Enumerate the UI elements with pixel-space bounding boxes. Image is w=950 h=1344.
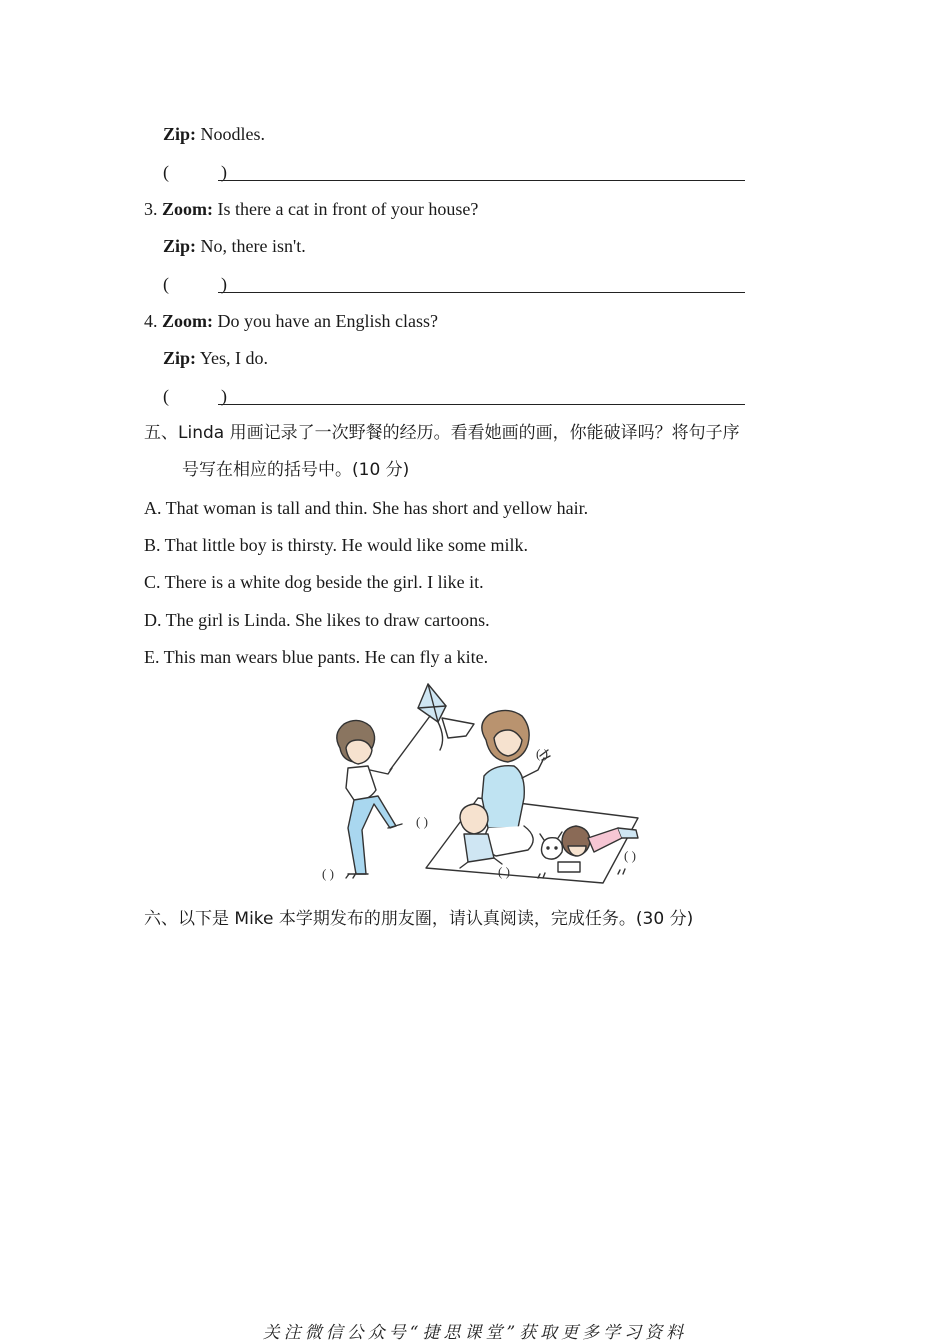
q4-answer-parens[interactable]: ( ) (163, 386, 227, 406)
kite-icon (418, 684, 446, 722)
blank-girl: ( ) (624, 848, 636, 863)
kite-boy (337, 720, 402, 874)
q2-answer-parens[interactable]: ( ) (163, 162, 227, 182)
zip-label: Zip: (163, 236, 197, 256)
picnic-illustration (318, 678, 663, 888)
q4-answer-blank[interactable] (218, 404, 745, 405)
question-number: 3. (144, 199, 158, 219)
zoom-question: Do you have an English class? (217, 311, 438, 331)
blank-woman: ( ) (536, 746, 548, 761)
section5-heading-line2: 号写在相应的括号中。(10 分) (182, 460, 410, 480)
option-d: D. The girl is Linda. She likes to draw cartoons. (144, 610, 490, 630)
zoom-label: Zoom: (162, 311, 213, 331)
zip-answer: Yes, I do. (199, 348, 269, 368)
blank-dog: ( ) (498, 864, 510, 879)
option-e: E. This man wears blue pants. He can fly a kite. (144, 647, 489, 667)
option-b: B. That little boy is thirsty. He would like some milk. (144, 535, 528, 555)
q4-zip-line (163, 347, 268, 369)
q3-zip-line (163, 235, 306, 257)
q4-zoom-line (144, 310, 438, 332)
zip-answer: Noodles. (200, 124, 266, 144)
footer-note: 关注微信公众号“捷思课堂”获取更多学习资料 (262, 1323, 688, 1343)
option-a: A. That woman is tall and thin. She has short and yellow hair. (144, 498, 589, 518)
zoom-question: Is there a cat in front of your house? (217, 199, 479, 219)
section6-heading: 六、以下是 Mike 本学期发布的朋友圈，请认真阅读，完成任务。(30 分) (144, 909, 694, 929)
zip-answer: No, there isn't. (200, 236, 306, 256)
section5-heading-line1: 五、Linda 用画记录了一次野餐的经历。看看她画的画，你能破译吗？将句子序 (144, 423, 740, 443)
zip-label: Zip: (163, 348, 197, 368)
blank-baby: ( ) (416, 814, 428, 829)
zip-label: Zip: (163, 124, 197, 144)
question-number: 4. (144, 311, 158, 331)
option-c: C. There is a white dog beside the girl. I like it. (144, 572, 484, 592)
q2-zip-line (163, 123, 265, 145)
q3-answer-parens[interactable]: ( ) (163, 274, 227, 294)
blank-boy: ( ) (322, 866, 334, 881)
q3-answer-blank[interactable] (218, 292, 745, 293)
q3-zoom-line (144, 198, 478, 220)
zoom-label: Zoom: (162, 199, 213, 219)
q2-answer-blank[interactable] (218, 180, 745, 181)
